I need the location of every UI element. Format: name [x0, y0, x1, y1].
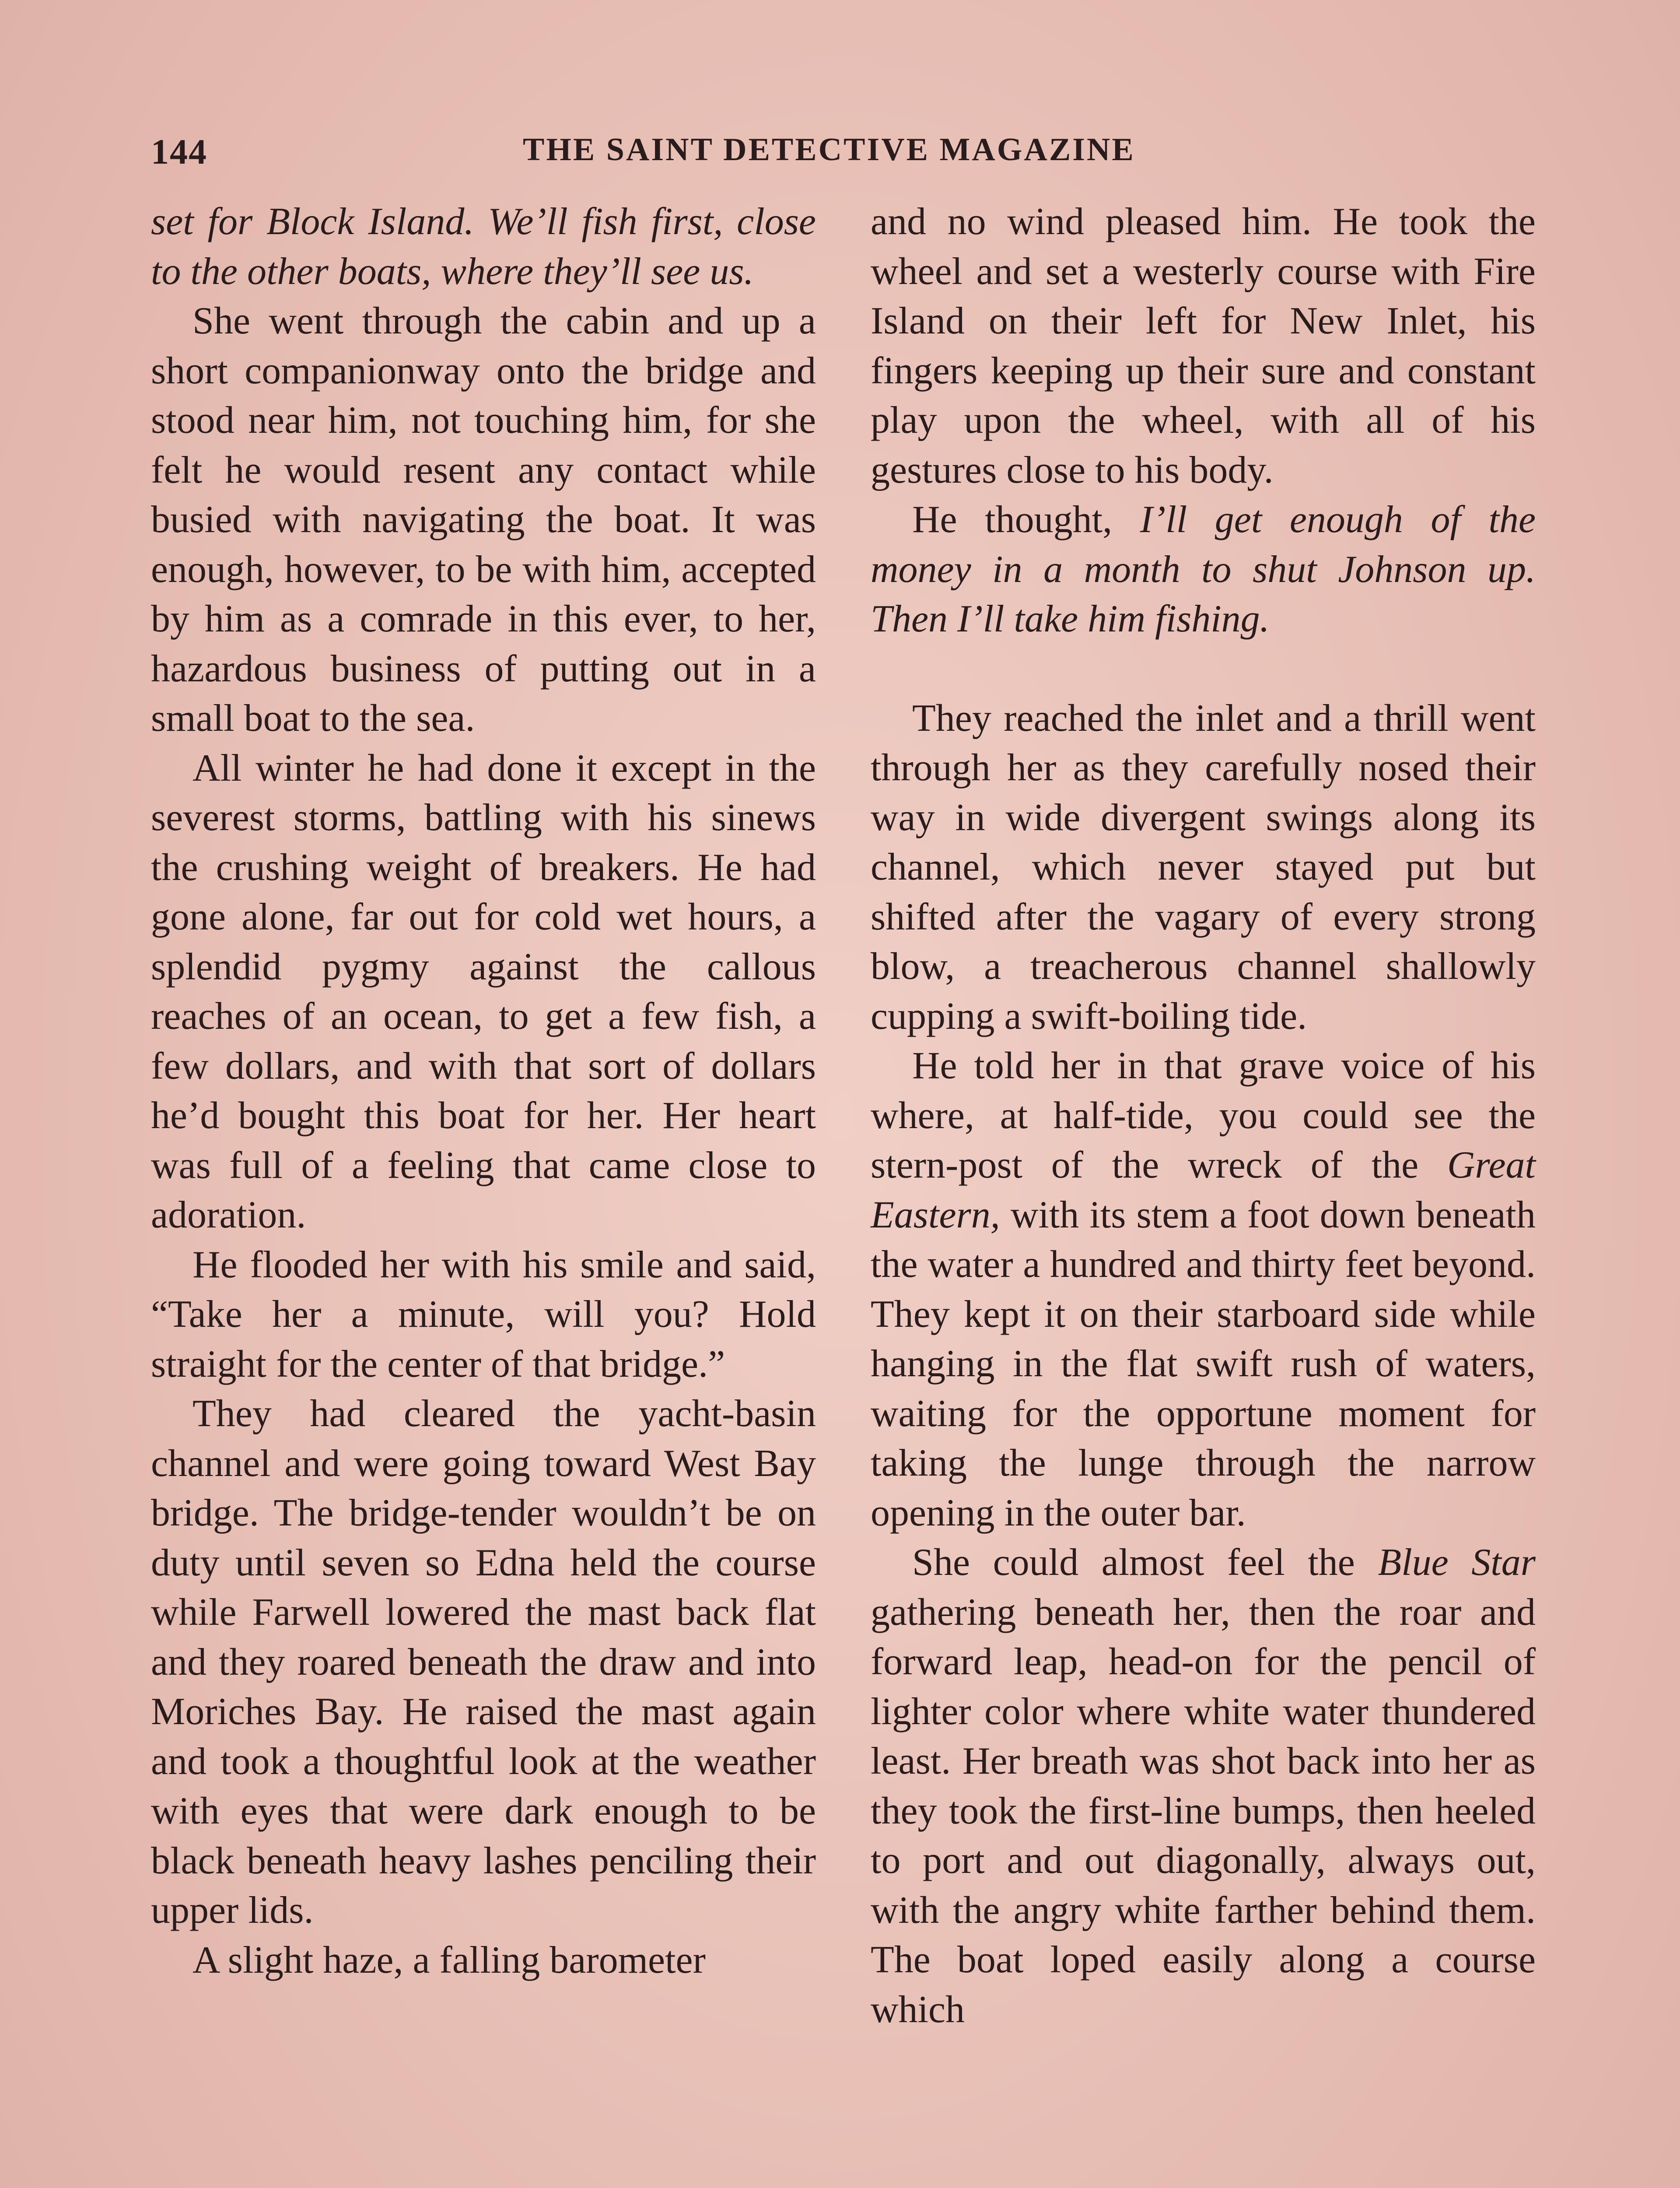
paragraph: All winter he had done it except in the severest storms, battling with his sinews the crushing weight of breakers. He had gone alone, far out for cold wet hours, a splendid pygmy against the callous reaches of an ocean, to get a few fish, a few dollars, and with that sort of dollars he’d bought this boat for her. Her heart was full of a feeling that came close to adoration.	[151, 747, 816, 1236]
page-number: 144	[151, 132, 207, 172]
paragraph: He flooded her with his smile and said, “Take her a minute, will you? Hold straight for the center of that bridge.”	[151, 1243, 816, 1385]
ship-name: Great Eastern,	[871, 1144, 1536, 1236]
paragraph: A slight haze, a falling barometer	[192, 1939, 706, 1981]
paragraph: and no wind pleased him. He took the wheel and set a westerly course with Fire Island on their left for New Inlet, his fingers keeping up their sure and constant play upon the wheel, with all of his gestures close to his body.	[871, 200, 1536, 491]
italic-thought: I’ll get enough of the money in a month to shut Johnson up. Then I’ll take him fishing.	[871, 498, 1536, 640]
right-column	[871, 197, 1536, 2034]
boat-name: Blue Star	[1378, 1541, 1536, 1584]
paragraph-text: with its stem a foot down beneath the water a hundred and thirty feet beyond. They kept it on their starboard side while hanging in the flat swift rush of waters, waiting for the opportune moment for taking the lunge through the narrow opening in the outer bar.	[871, 1193, 1536, 1534]
left-column	[151, 197, 816, 1985]
page-header	[151, 131, 1536, 179]
paragraph-text: gathering beneath her, then the roar and forward leap, head-on for the pencil of lighter color where white water thundered least. Her breath was shot back into her as they took the first-line bumps, then heeled to port and out diagonally, always out, with the angry white farther behind them. The boat loped easily along a course which	[871, 1591, 1536, 2031]
paragraph: They had cleared the yacht-basin channel and were going toward West Bay bridge. The bridge-tender wouldn’t be on duty until seven so Edna held the course while Farwell lowered the mast back flat and they roared beneath the draw and into Moriches Bay. He raised the mast again and took a thoughtful look at the weather with eyes that were dark enough to be black beneath heavy lashes penciling their upper lids.	[151, 1392, 816, 1932]
paragraph	[871, 495, 1536, 644]
paragraph	[871, 1538, 1536, 2034]
running-head: THE SAINT DETECTIVE MAGAZINE	[523, 132, 1135, 168]
paragraph-text: She could almost feel the	[912, 1541, 1378, 1584]
paragraph	[871, 1041, 1536, 1538]
paragraph-text: He told her in that grave voice of his where, at half-tide, you could see the stern-post of the wreck of the	[871, 1045, 1536, 1186]
paragraph-text: He thought,	[912, 498, 1140, 541]
paragraph: She went through the cabin and up a short companionway onto the bridge and stood near him, not touching him, for she felt he would resent any contact while busied with navigating the boat. It was enough, however, to be with him, accepted by him as a comrade in this ever, to her, hazardous business of putting out in a small boat to the sea.	[151, 300, 816, 740]
paragraph: They reached the inlet and a thrill went through her as they carefully nosed their way in wide divergent swings along its channel, which never stayed put but shifted after the vagary of every strong blow, a treacherous channel shallowly cupping a swift-boiling tide.	[871, 697, 1536, 1038]
paragraph: set for Block Island. We’ll fish first, close to the other boats, where they’ll see us.	[151, 200, 816, 293]
